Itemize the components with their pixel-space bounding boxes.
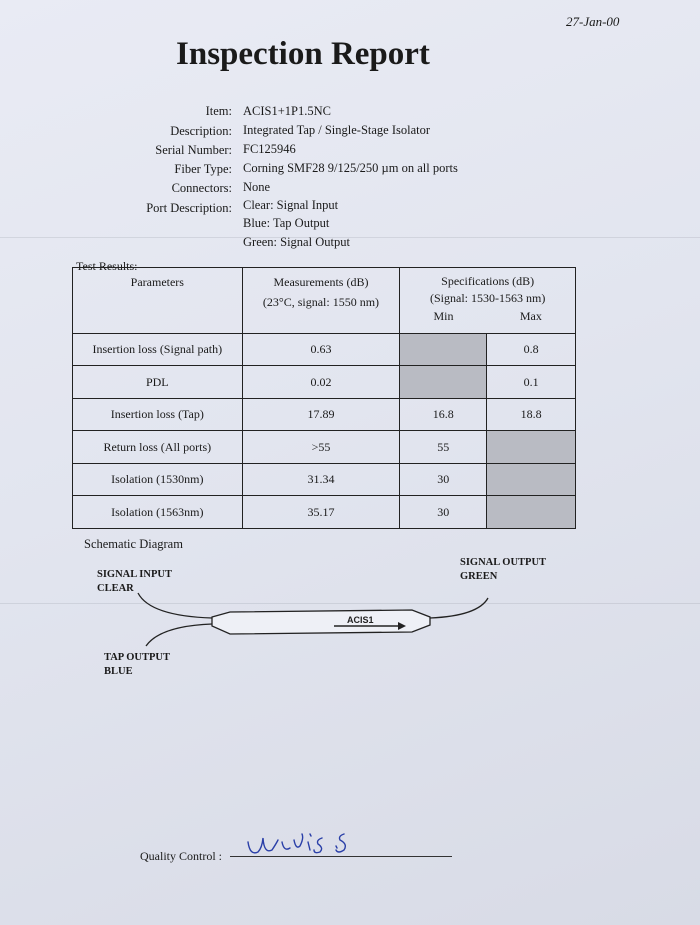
signal-input-line1: SIGNAL INPUT [97,569,172,580]
output-fiber [430,598,488,618]
row-parameter: Insertion loss (Tap) [73,399,243,431]
description-label: Description: [170,124,232,138]
description-value: Integrated Tap / Single-Stage Isolator [243,123,431,137]
row-parameter: Insertion loss (Signal path) [73,334,243,366]
header-measurements-line2: (23°C, signal: 1550 nm) [262,295,380,309]
row-max: 0.1 [487,366,576,399]
tap-output-line2: BLUE [104,666,133,677]
signal-input-line2: CLEAR [97,583,134,594]
header-specifications-line2: (Signal: 1530-1563 nm) [430,291,546,305]
row-parameter: PDL [73,366,243,399]
header-specifications-line1: Specifications (dB) [441,274,535,288]
row-parameter: Isolation (1563nm) [73,496,243,529]
row-measurement: 0.02 [242,366,400,399]
device-label: ACIS1 [347,615,374,625]
header-min: Min [433,309,454,323]
row-max: 18.8 [487,399,576,431]
fiber-type-value: Corning SMF28 9/125/250 µm on all ports [243,161,458,175]
isolator-body [212,610,430,634]
row-measurement: >55 [242,431,400,464]
header-max: Max [519,309,542,323]
row-parameter: Isolation (1530nm) [73,464,243,496]
tap-fiber [146,624,212,646]
row-measurement: 0.63 [242,334,400,366]
port-description-blue: Blue: Tap Output [243,216,330,230]
row-min: 30 [400,464,487,496]
signal-output-line1: SIGNAL OUTPUT [460,557,547,568]
port-description-label: Port Description: [146,201,232,215]
fiber-type-label: Fiber Type: [174,162,232,176]
serial-value: FC125946 [243,142,296,156]
item-value: ACIS1+1P1.5NC [243,104,331,118]
row-max: 0.8 [487,334,576,366]
quality-control-label: Quality Control : [140,849,222,863]
row-parameter: Return loss (All ports) [73,431,243,464]
row-measurement: 35.17 [242,496,400,529]
item-label: Item: [205,104,232,118]
connectors-value: None [243,180,271,194]
row-min: 55 [400,431,487,464]
row-measurement: 31.34 [242,464,400,496]
serial-label: Serial Number: [155,143,232,157]
input-fiber [138,593,212,618]
header-parameters-text: Parameters [130,275,184,289]
row-min: 16.8 [400,399,487,431]
schematic-title: Schematic Diagram [84,537,183,551]
tap-output-line1: TAP OUTPUT [104,652,171,663]
port-description-clear: Clear: Signal Input [243,198,339,212]
report-date: 27-Jan-00 [566,14,620,29]
signature-mark [244,828,364,860]
report-title: Inspection Report [176,36,430,72]
row-measurement: 17.89 [242,399,400,431]
row-min: 30 [400,496,487,529]
signal-output-line2: GREEN [460,571,498,582]
connectors-label: Connectors: [171,181,232,195]
port-description-green: Green: Signal Output [243,235,350,249]
header-measurements-line1: Measurements (dB) [273,275,369,289]
test-results-label: Test Results: [76,259,138,273]
